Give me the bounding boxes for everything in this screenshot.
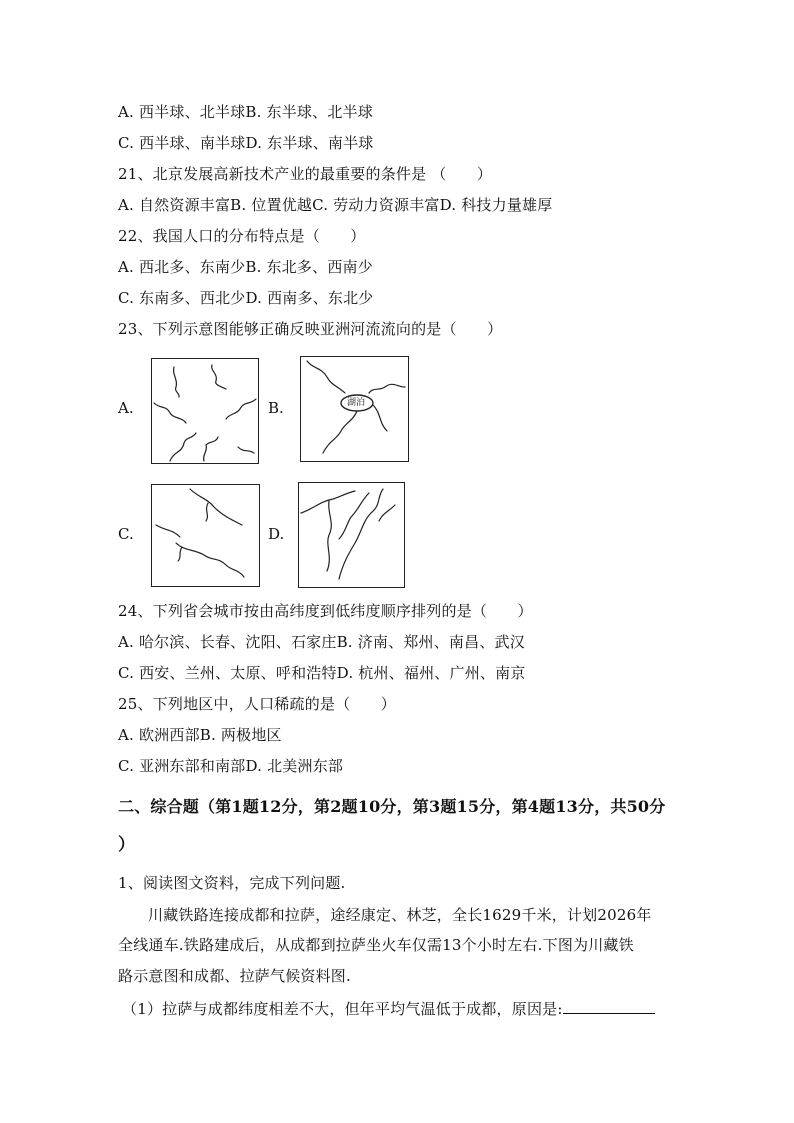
river-map-c bbox=[151, 484, 260, 587]
line-q21-options: A. 自然资源丰富B. 位置优越C. 劳动力资源丰富D. 科技力量雄厚 bbox=[118, 196, 553, 214]
line-q24-cd: C. 西安、兰州、太原、呼和浩特D. 杭州、福州、广州、南京 bbox=[118, 664, 526, 682]
option-b-label: B. bbox=[268, 399, 284, 417]
line-q24-ab: A. 哈尔滨、长春、沈阳、石家庄B. 济南、郑州、南昌、武汉 bbox=[118, 633, 525, 651]
q1-subquestion-1 bbox=[122, 997, 655, 1019]
section-heading: 二、综合题（第1题12分，第2题10分，第3题15分，第4题13分，共50分 bbox=[118, 797, 666, 816]
river-map-a bbox=[151, 358, 259, 464]
question-23: 23、下列示意图能够正确反映亚洲河流流向的是（ ） bbox=[118, 320, 503, 338]
line-q20-cd: C. 西半球、南半球D. 东半球、南半球 bbox=[118, 134, 374, 152]
line-q25-cd: C. 亚洲东部和南部D. 北美洲东部 bbox=[118, 757, 344, 775]
question-25: 25、下列地区中，人口稀疏的是（ ） bbox=[118, 695, 396, 713]
answer-blank[interactable] bbox=[563, 997, 655, 1014]
section-heading-cont: ） bbox=[118, 835, 136, 855]
line-q25-ab: A. 欧洲西部B. 两极地区 bbox=[118, 726, 282, 744]
q1-passage-line3: 路示意图和成都、拉萨气候资料图. bbox=[118, 967, 351, 985]
question-22: 22、我国人口的分布特点是（ ） bbox=[118, 227, 366, 245]
lake-label: 湖泊 bbox=[347, 398, 366, 408]
question-21: 21、北京发展高新技术产业的最重要的条件是 （ ） bbox=[118, 165, 493, 183]
option-d-label: D. bbox=[268, 525, 285, 543]
option-a-label: A. bbox=[118, 399, 134, 417]
q1-passage-line2: 全线通车.铁路建成后，从成都到拉萨坐火车仅需13个小时左右.下图为川藏铁 bbox=[118, 936, 634, 954]
comprehensive-q1-intro: 1、阅读图文资料，完成下列问题. bbox=[118, 874, 346, 892]
q1-passage-line1: 川藏铁路连接成都和拉萨，途经康定、林芝，全长1629千米，计划2026年 bbox=[148, 906, 652, 924]
river-map-d bbox=[298, 482, 405, 588]
line-q22-cd: C. 东南多、西北少D. 西南多、东北少 bbox=[118, 289, 374, 307]
river-map-b bbox=[300, 356, 409, 462]
line-q22-ab: A. 西北多、东南少B. 东北多、西南少 bbox=[118, 258, 373, 276]
line-q20-ab: A. 西半球、北半球B. 东半球、北半球 bbox=[118, 103, 373, 121]
option-c-label: C. bbox=[118, 525, 134, 543]
q1-subquestion-1-text: （1）拉萨与成都纬度相差不大，但年平均气温低于成都，原因是: bbox=[122, 1000, 563, 1018]
question-24: 24、下列省会城市按由高纬度到低纬度顺序排列的是（ ） bbox=[118, 602, 533, 620]
